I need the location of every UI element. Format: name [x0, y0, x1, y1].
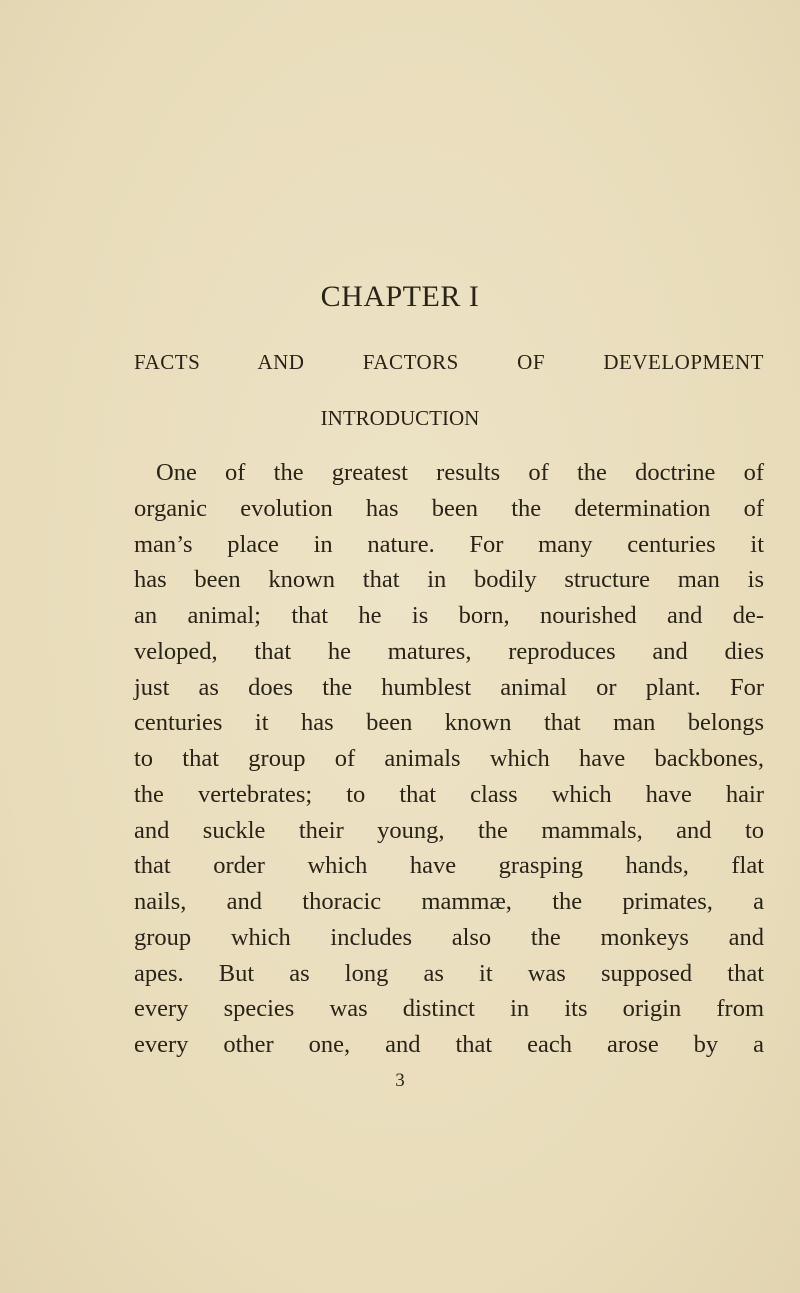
text-line: nails, and thoracic mammæ, the primates, a [134, 888, 764, 915]
text-line: every other one, and that each arose by a [134, 1031, 764, 1058]
text-line: to that group of animals which have backbones, [134, 745, 764, 772]
text-line: the vertebrates; to that class which have hair [134, 780, 764, 808]
page-number: 3 [395, 1070, 405, 1091]
body-text [134, 455, 764, 1063]
text-line: veloped, that he matures, reproduces and dies [134, 637, 764, 665]
text-line: an animal; that he is born, nourished and de- [134, 602, 764, 629]
text-line: that order which have grasping hands, flat [134, 852, 764, 880]
chapter-heading: CHAPTER I [320, 280, 480, 313]
chapter-title: FACTS AND FACTORS OF DEVELOPMENT [134, 350, 764, 374]
text-line: apes. But as long as it was supposed that [134, 959, 764, 987]
text-line: group which includes also the monkeys and [134, 923, 764, 951]
section-heading: INTRODUCTION [320, 406, 480, 430]
text-line: has been known that in bodily structure man is [134, 566, 764, 594]
text-line: and suckle their young, the mammals, and to [134, 816, 764, 844]
text-line: centuries it has been known that man belongs [134, 709, 764, 737]
text-line: every species was distinct in its origin from [134, 995, 764, 1023]
text-line: just as does the humblest animal or plant. For [134, 673, 764, 701]
text-line: man’s place in nature. For many centuries it [134, 530, 764, 558]
text-line: organic evolution has been the determination of [134, 494, 764, 522]
text-line: One of the greatest results of the doctrine of [156, 459, 764, 486]
